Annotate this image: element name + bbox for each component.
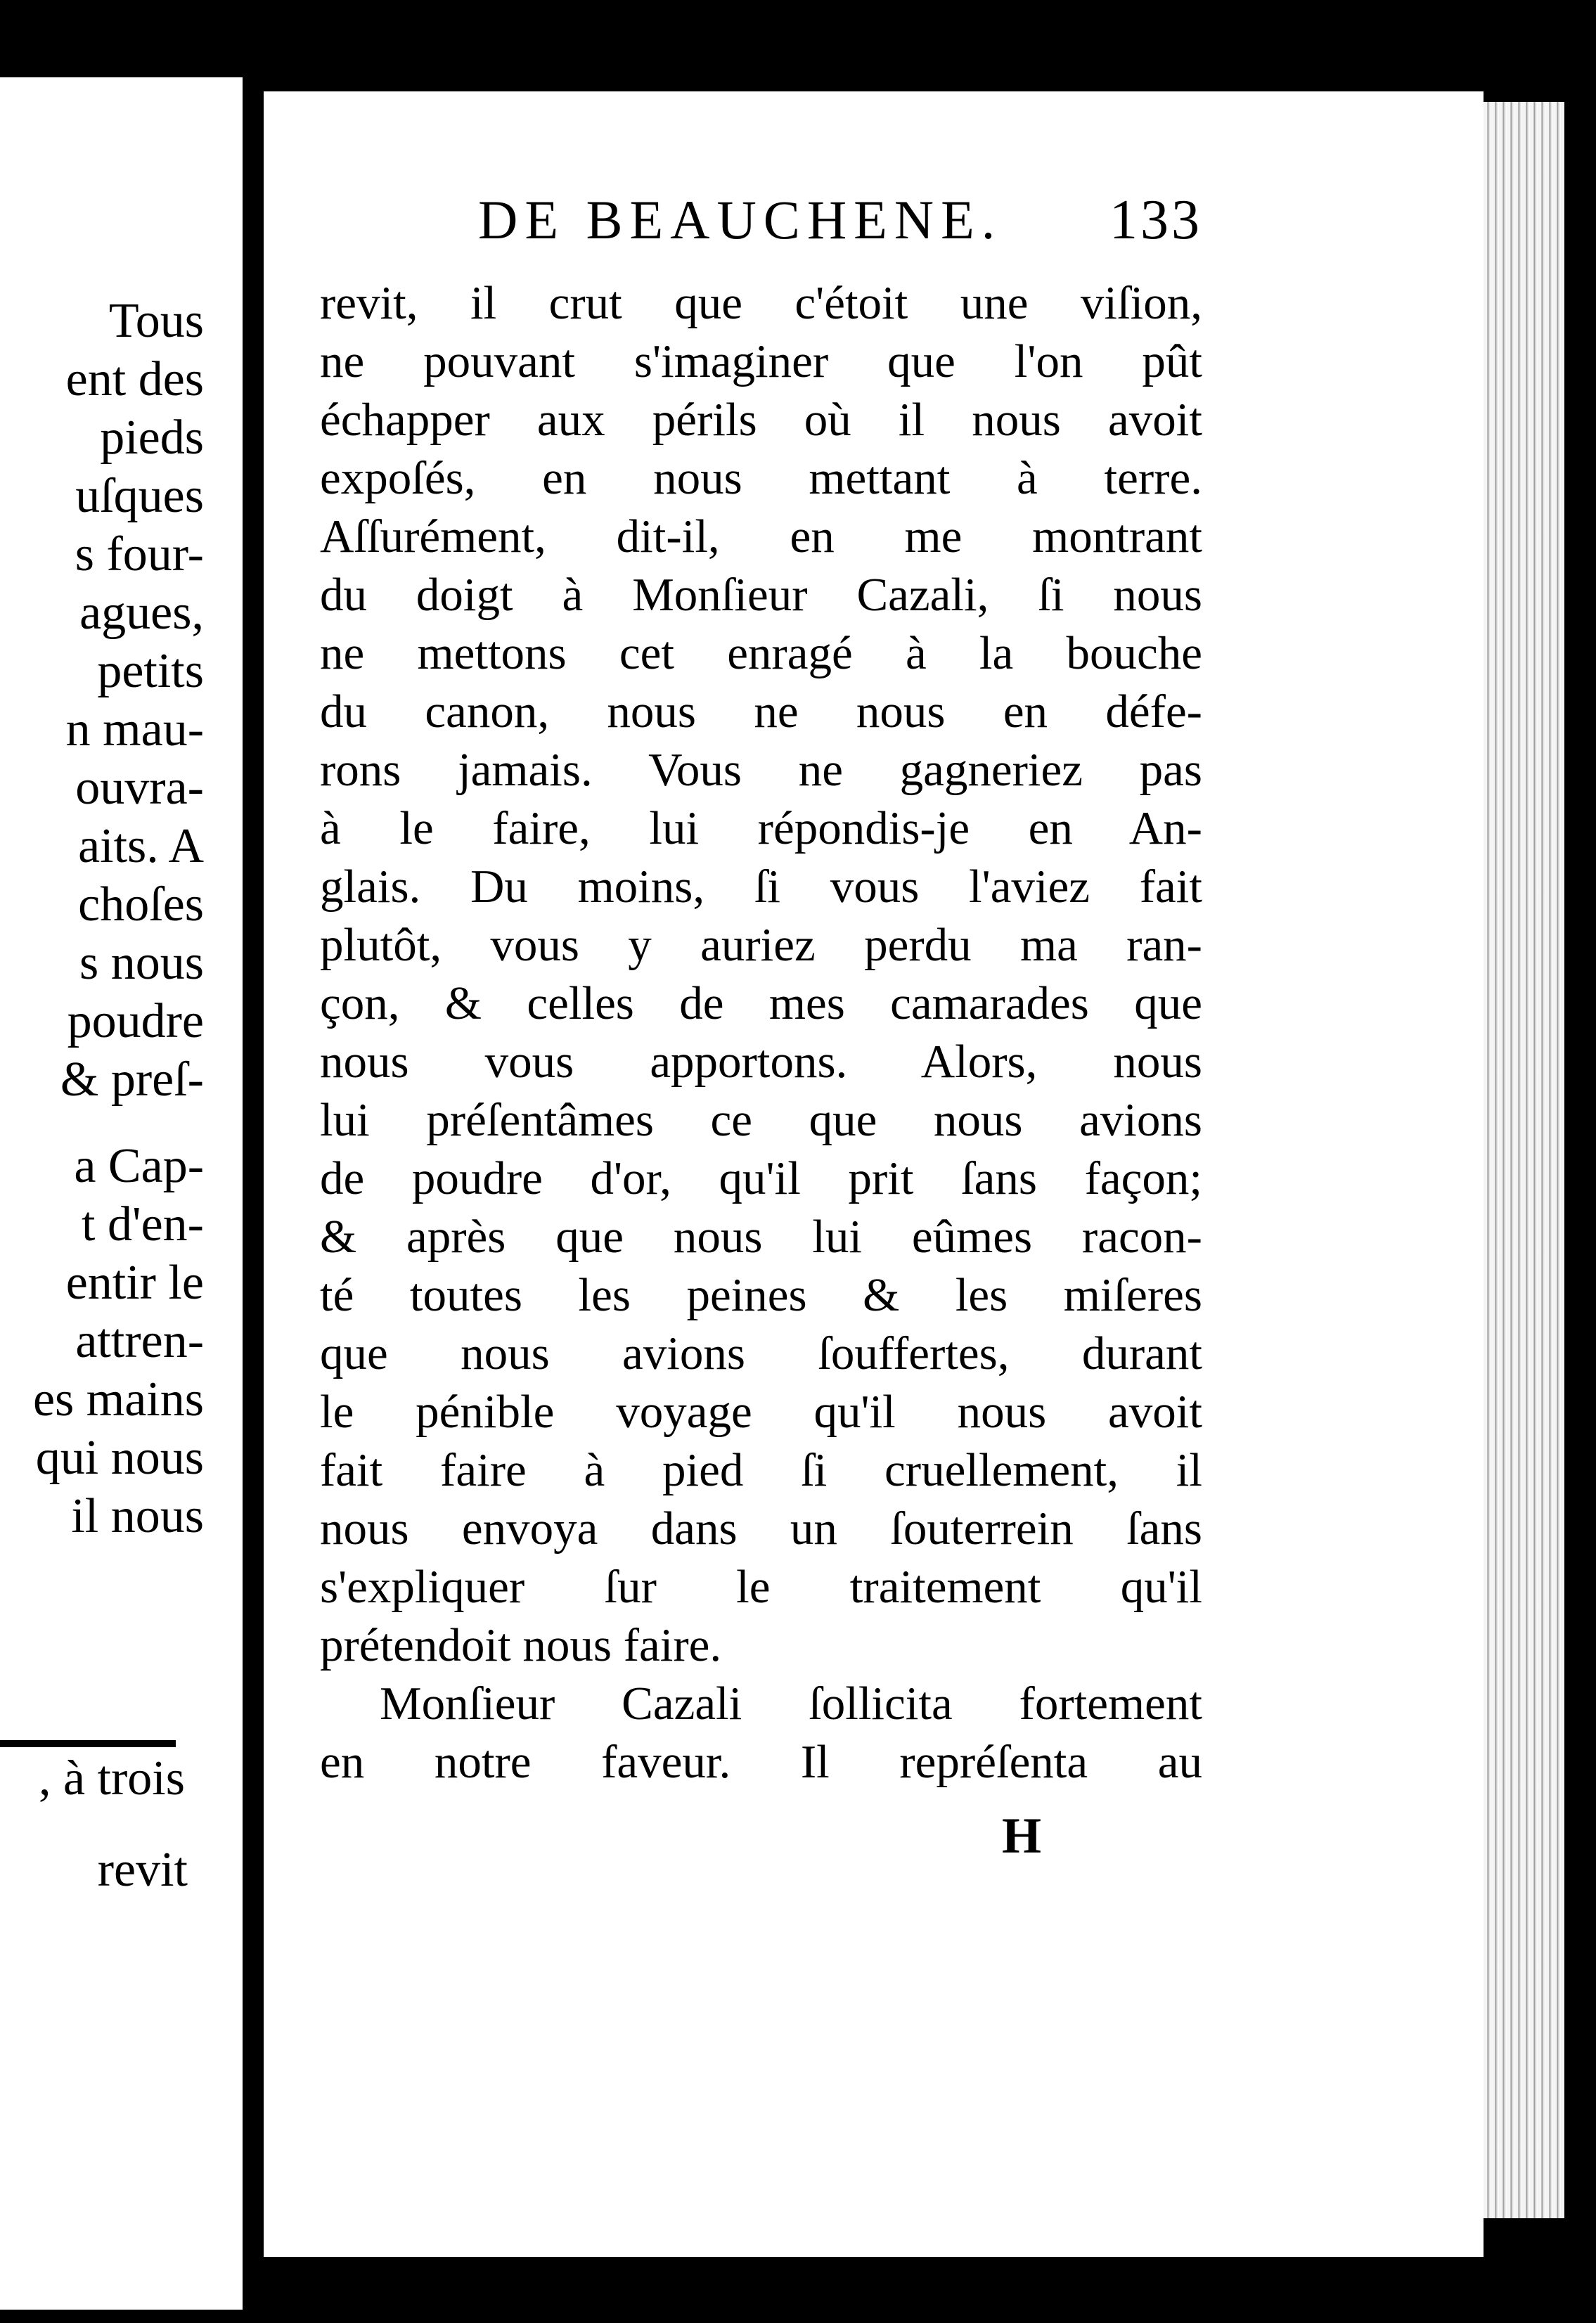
body-line: s'expliquer ſur le traitement qu'il (320, 1561, 1202, 1613)
previous-page-line: petits (97, 644, 204, 698)
signature-mark: H (1002, 1808, 1042, 1864)
body-line: té toutes les peines & les miſeres (320, 1269, 1202, 1321)
previous-page-line: attren- (75, 1314, 204, 1368)
body-line: en notre faveur. Il repréſenta au (320, 1736, 1202, 1788)
previous-page-line: uſques (75, 469, 204, 523)
body-line: ne mettons cet enragé à la bouche (320, 627, 1202, 679)
body-line: & après que nous lui eûmes racon- (320, 1211, 1202, 1263)
previous-page-line: & preſ- (60, 1053, 204, 1107)
previous-page-line: n mau- (65, 702, 204, 757)
previous-page-line: agues, (79, 586, 204, 640)
previous-page-line: ent des (65, 352, 204, 406)
previous-page-text (0, 292, 204, 1545)
previous-page-fragment (0, 77, 243, 2310)
body-line: Monſieur Cazali ſollicita fortement (380, 1678, 1202, 1730)
body-line: Aſſurément, dit-il, en me montrant (320, 510, 1202, 562)
previous-page-line: es mains (32, 1372, 204, 1427)
previous-page-line: entir le (65, 1256, 204, 1310)
page-number: 133 (1109, 189, 1202, 251)
body-line: que nous avions ſouffertes, durant (320, 1327, 1202, 1379)
body-line: nous envoya dans un ſouterrein ſans (320, 1502, 1202, 1555)
section-rule (0, 1740, 176, 1747)
body-line: rons jamais. Vous ne gagneriez pas (320, 744, 1202, 796)
body-line: plutôt, vous y auriez perdu ma ran- (320, 919, 1202, 971)
previous-page-line: il nous (71, 1489, 204, 1543)
body-line: ne pouvant s'imaginer que l'on pût (320, 335, 1202, 387)
previous-page-catchword: revit (97, 1843, 188, 1897)
body-line: le pénible voyage qu'il nous avoit (320, 1386, 1202, 1438)
body-line: çon, & celles de mes camarades que (320, 977, 1202, 1029)
page-edges (1484, 102, 1564, 2218)
previous-page-line: qui nous (35, 1431, 204, 1485)
previous-page-line: t d'en- (82, 1197, 204, 1251)
previous-page-line: a Cap- (74, 1139, 204, 1193)
previous-page-line (0, 1109, 204, 1137)
running-head (320, 188, 1202, 252)
body-line: nous vous apportons. Alors, nous (320, 1036, 1202, 1088)
body-line: du canon, nous ne nous en défe- (320, 686, 1202, 738)
page-edges-shadow (1564, 102, 1596, 2218)
body-line: du doigt à Monſieur Cazali, ſi nous (320, 569, 1202, 621)
body-line: revit, il crut que c'étoit une viſion, (320, 277, 1202, 329)
body-line: glais. Du moins, ſi vous l'aviez fait (320, 861, 1202, 913)
book-gutter (243, 63, 264, 2313)
previous-page-line: Tous (108, 294, 204, 348)
body-line: lui préſentâmes ce que nous avions (320, 1094, 1202, 1146)
previous-page-line: s four- (75, 527, 204, 581)
previous-page-line: choſes (78, 877, 204, 932)
previous-page-line: ouvra- (75, 761, 204, 815)
previous-page-line: aits. A (78, 819, 204, 873)
previous-page-line: poudre (67, 994, 204, 1048)
running-title: DE BEAUCHENE. (478, 189, 1003, 250)
previous-page-line: s nous (79, 936, 204, 990)
body-line: à le faire, lui répondis-je en An- (320, 802, 1202, 854)
body-line: échapper aux périls où il nous avoit (320, 394, 1202, 446)
body-line: fait faire à pied ſi cruellement, il (320, 1444, 1202, 1496)
body-line: expoſés, en nous mettant à terre. (320, 452, 1202, 504)
previous-page-line: pieds (100, 411, 204, 465)
body-line: de poudre d'or, qu'il prit ſans façon; (320, 1152, 1202, 1204)
previous-page-footer-text: , à trois (38, 1751, 185, 1806)
body-line: prétendoit nous faire. (320, 1619, 722, 1671)
page-body-text (320, 274, 1202, 1791)
